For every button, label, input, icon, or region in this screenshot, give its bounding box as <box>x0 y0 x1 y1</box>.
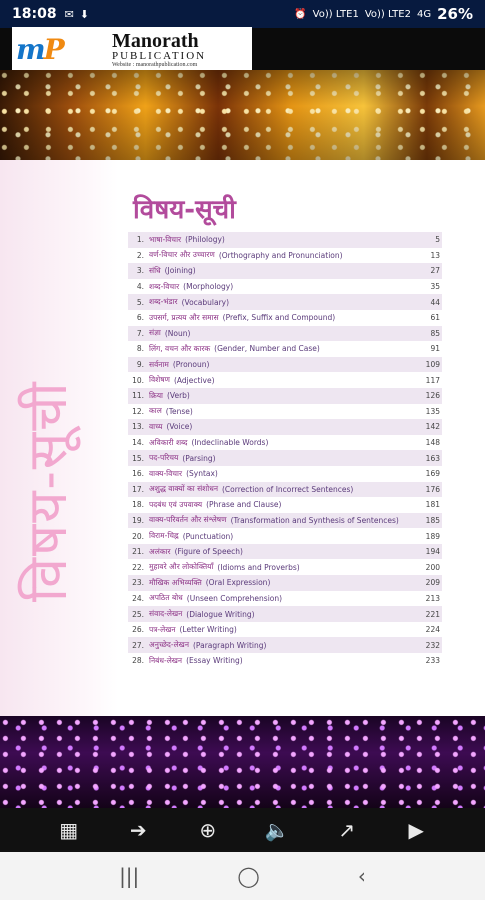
toc-en: (Dialogue Writing) <box>186 609 255 619</box>
toc-pg: 148 <box>425 438 440 448</box>
mail-icon: ✉ <box>64 7 74 21</box>
toc-pg: 163 <box>425 453 440 463</box>
toc-pg: 169 <box>425 469 440 479</box>
toc-hi: संधि <box>149 265 161 275</box>
toc-pg: 126 <box>425 391 440 401</box>
logo-website: Website : manorathpublication.com <box>112 61 198 68</box>
toc-en: (Vocabulary) <box>181 297 230 307</box>
toc-pg: 27 <box>430 266 440 276</box>
toc-n: 13. <box>132 422 144 432</box>
toc-hi: निबंध-लेखन <box>149 655 183 665</box>
toc-en: (Unseen Comprehension) <box>186 593 283 603</box>
toc-n: 22. <box>132 562 144 572</box>
page-heading: विषय-सूची <box>133 195 236 225</box>
vertical-title: विषय-सूची <box>16 380 79 602</box>
toc-n: 19. <box>132 515 144 525</box>
toc-en: (Voice) <box>166 422 193 432</box>
toc-n: 2. <box>136 250 144 260</box>
table-of-contents <box>128 232 442 669</box>
toc-hi: लिंग, वचन और कारक <box>149 343 211 353</box>
toc-pg: 61 <box>430 313 440 323</box>
network-1: Vo)) LTE1 <box>312 8 359 20</box>
top-banner-image <box>0 70 485 160</box>
book-page[interactable] <box>0 160 485 716</box>
toc-row[interactable] <box>128 263 442 279</box>
toc-n: 9. <box>136 360 144 370</box>
toc-row[interactable] <box>128 232 442 248</box>
toc-en: (Oral Expression) <box>205 578 271 588</box>
toc-pg: 181 <box>425 500 440 510</box>
toc-n: 16. <box>132 469 144 479</box>
status-time: 18:08 <box>12 6 57 22</box>
toc-hi: शब्द-भंडार <box>149 297 178 307</box>
toc-row[interactable] <box>128 341 442 357</box>
play-icon[interactable]: ▶ <box>408 818 424 842</box>
speaker-icon[interactable]: 🔈 <box>264 818 290 842</box>
toc-pg: 200 <box>425 562 440 572</box>
recent-apps-button[interactable]: ||| <box>119 864 140 888</box>
toc-hi: संवाद-लेखन <box>149 609 183 619</box>
toc-row[interactable] <box>128 622 442 638</box>
notification-icons <box>65 8 89 21</box>
toc-pg: 232 <box>425 640 440 650</box>
toc-en: (Idioms and Proverbs) <box>217 562 300 572</box>
logo-publication: PUBLICATION <box>112 49 207 62</box>
toc-hi: मुहावरे और लोकोक्तियाँ <box>149 562 214 572</box>
toc-pg: 213 <box>425 593 440 603</box>
toc-en: (Gender, Number and Case) <box>214 344 320 354</box>
toc-row[interactable] <box>128 435 442 451</box>
toc-pg: 209 <box>425 578 440 588</box>
system-icons <box>294 5 473 23</box>
toc-n: 5. <box>136 297 144 307</box>
toc-hi: वाक्य-विचार <box>149 468 183 478</box>
toc-en: (Phrase and Clause) <box>206 500 282 510</box>
toc-pg: 224 <box>425 625 440 635</box>
toc-hi: काल <box>149 406 162 416</box>
toc-row[interactable] <box>128 294 442 310</box>
toc-pg: 117 <box>425 375 440 385</box>
toc-en: (Pronoun) <box>172 360 210 370</box>
toc-pg: 221 <box>425 609 440 619</box>
toc-row[interactable] <box>128 279 442 295</box>
toc-n: 20. <box>132 531 144 541</box>
toc-row[interactable] <box>128 591 442 607</box>
toc-pg: 135 <box>425 406 440 416</box>
toc-row[interactable] <box>128 528 442 544</box>
toc-en: (Paragraph Writing) <box>192 640 267 650</box>
status-bar <box>0 0 485 28</box>
network-3: 4G <box>416 8 432 20</box>
share-icon[interactable]: ↗ <box>338 818 356 842</box>
toc-row[interactable] <box>128 575 442 591</box>
toc-hi: पद-परिचय <box>149 453 179 463</box>
logo-mark: mP <box>16 32 63 66</box>
toc-hi: भाषा-विचार <box>149 234 182 244</box>
toc-en: (Transformation and Synthesis of Sentences) <box>230 515 399 525</box>
toc-n: 8. <box>136 344 144 354</box>
toc-row[interactable] <box>128 310 442 326</box>
toc-pg: 44 <box>430 297 440 307</box>
toc-row[interactable] <box>128 497 442 513</box>
toc-en: (Syntax) <box>186 469 218 479</box>
forward-icon[interactable]: ➔ <box>129 818 147 842</box>
toc-hi: वर्ण-विचार और उच्चारण <box>149 250 215 260</box>
toc-pg: 85 <box>430 328 440 338</box>
toc-pg: 109 <box>425 360 440 370</box>
toc-hi: विराम-चिह्न <box>149 531 179 541</box>
toc-pg: 142 <box>425 422 440 432</box>
toc-hi: शब्द-विचार <box>149 281 180 291</box>
toc-row[interactable] <box>128 637 442 653</box>
toc-row[interactable] <box>128 372 442 388</box>
toc-en: (Joining) <box>164 266 196 276</box>
toc-hi: क्रिया <box>149 390 163 400</box>
toc-hi: अलंकार <box>149 546 171 556</box>
toc-en: (Prefix, Suffix and Compound) <box>222 313 336 323</box>
toc-n: 14. <box>132 438 144 448</box>
android-nav-bar <box>0 852 485 900</box>
zoom-in-icon[interactable]: ⊕ <box>199 818 217 842</box>
toc-en: (Indeclinable Words) <box>191 438 269 448</box>
toc-n: 10. <box>132 375 144 385</box>
toc-pg: 176 <box>425 484 440 494</box>
toc-row[interactable] <box>128 248 442 264</box>
toc-row[interactable] <box>128 388 442 404</box>
toc-n: 6. <box>136 313 144 323</box>
bottom-banner-image <box>0 716 485 808</box>
toc-en: (Orthography and Pronunciation) <box>218 250 343 260</box>
toc-n: 25. <box>132 609 144 619</box>
back-button[interactable]: ‹ <box>357 864 366 888</box>
toc-en: (Essay Writing) <box>186 656 243 666</box>
toc-pg: 35 <box>430 282 440 292</box>
toc-n: 18. <box>132 500 144 510</box>
toc-en: (Figure of Speech) <box>174 547 243 557</box>
toc-en: (Punctuation) <box>182 531 234 541</box>
toc-hi: वाच्य <box>149 421 163 431</box>
reader-toolbar <box>0 808 485 852</box>
toc-n: 1. <box>136 235 144 245</box>
toc-n: 4. <box>136 282 144 292</box>
toc-hi: अशुद्ध वाक्यों का संशोधन <box>149 484 218 494</box>
toc-n: 3. <box>136 266 144 276</box>
toc-hi: अनुच्छेद-लेखन <box>149 640 189 650</box>
toc-en: (Letter Writing) <box>179 625 237 635</box>
logo-brand: Manorath <box>112 29 199 52</box>
toc-row[interactable] <box>128 326 442 342</box>
toc-n: 11. <box>132 391 144 401</box>
toc-pg: 233 <box>425 656 440 666</box>
toc-en: (Tense) <box>165 406 193 416</box>
toc-n: 21. <box>132 547 144 557</box>
toc-hi: पदबंध एवं उपवाक्य <box>149 499 203 509</box>
toc-row[interactable] <box>128 450 442 466</box>
toc-n: 12. <box>132 406 144 416</box>
toc-hi: अपठित बोध <box>149 593 183 603</box>
toc-row[interactable] <box>128 466 442 482</box>
toc-hi: वाक्य-परिवर्तन और संश्लेषण <box>149 515 227 525</box>
toc-pg: 5 <box>435 235 440 245</box>
toc-n: 7. <box>136 328 144 338</box>
toc-en: (Parsing) <box>182 453 216 463</box>
toc-hi: संज्ञा <box>149 328 161 338</box>
toc-pg: 194 <box>425 547 440 557</box>
toc-en: (Verb) <box>167 391 190 401</box>
toc-row[interactable] <box>128 559 442 575</box>
toc-en: (Morphology) <box>183 282 234 292</box>
toc-n: 24. <box>132 593 144 603</box>
toc-hi: अविकारी शब्द <box>149 437 188 447</box>
toc-n: 26. <box>132 625 144 635</box>
toc-hi: उपसर्ग, प्रत्यय और समास <box>149 312 219 322</box>
toc-n: 27. <box>132 640 144 650</box>
home-button[interactable]: ◯ <box>237 864 260 888</box>
toc-hi: सर्वनाम <box>149 359 169 369</box>
toc-row[interactable] <box>128 653 442 669</box>
toc-row[interactable] <box>128 419 442 435</box>
toc-en: (Correction of Incorrect Sentences) <box>221 484 354 494</box>
toc-n: 28. <box>132 656 144 666</box>
toc-n: 17. <box>132 484 144 494</box>
toc-pg: 13 <box>430 250 440 260</box>
toc-n: 15. <box>132 453 144 463</box>
toc-row[interactable] <box>128 482 442 498</box>
toc-en: (Adjective) <box>173 375 215 385</box>
network-2: Vo)) LTE2 <box>364 8 411 20</box>
toc-row[interactable] <box>128 357 442 373</box>
toc-hi: विशेषण <box>149 375 170 385</box>
download-icon: ⬇ <box>79 7 90 21</box>
toc-row[interactable] <box>128 544 442 560</box>
toc-pg: 189 <box>425 531 440 541</box>
toc-n: 23. <box>132 578 144 588</box>
toc-hi: मौखिक अभिव्यक्ति <box>149 577 202 587</box>
toc-pg: 91 <box>430 344 440 354</box>
battery-level: 26% <box>437 5 473 23</box>
toc-en: (Noun) <box>164 328 191 338</box>
toc-row[interactable] <box>128 606 442 622</box>
toc-row[interactable] <box>128 513 442 529</box>
toc-en: (Philology) <box>185 235 225 245</box>
toc-pg: 185 <box>425 515 440 525</box>
toc-row[interactable] <box>128 404 442 420</box>
alarm-icon: ⏰ <box>294 8 307 20</box>
toc-hi: पत्र-लेखन <box>149 624 176 634</box>
publisher-logo <box>12 27 252 71</box>
grid-icon[interactable]: ▦ <box>59 818 79 842</box>
